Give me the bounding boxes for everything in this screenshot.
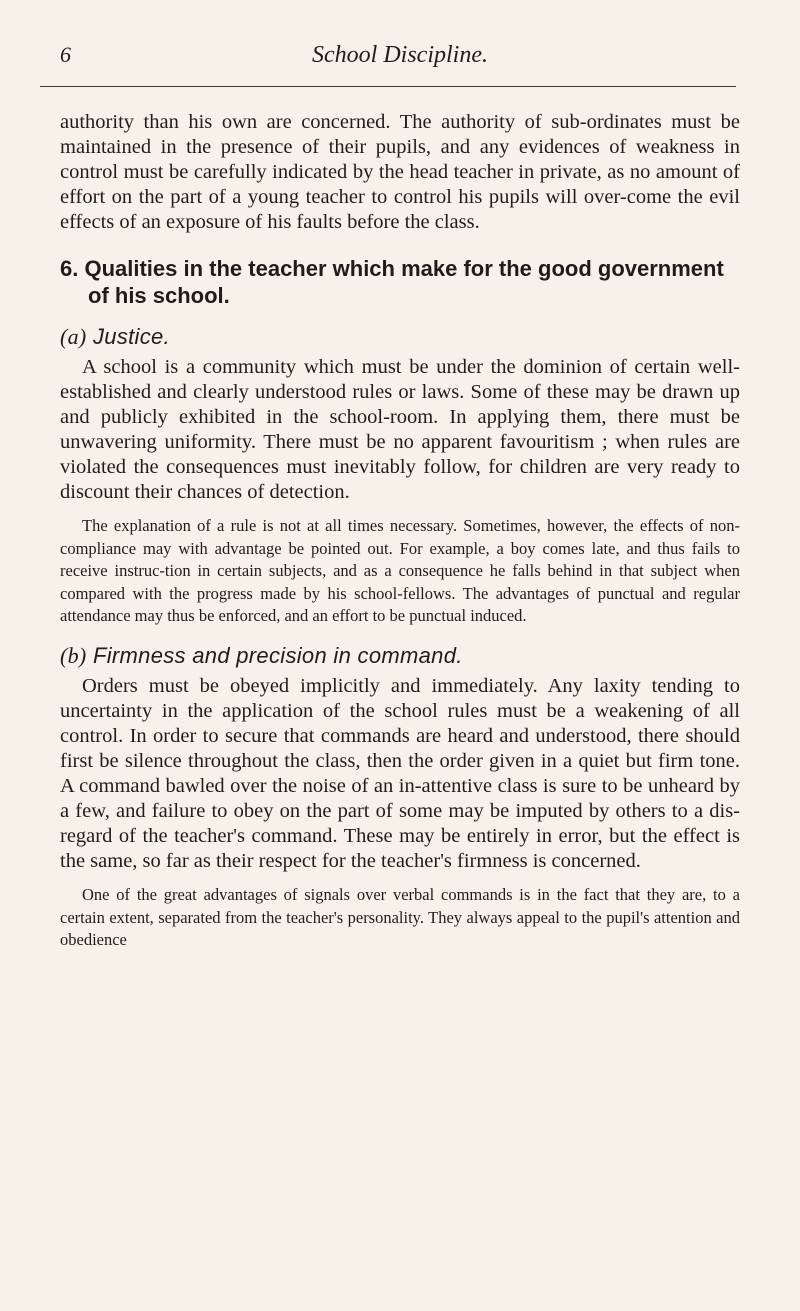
subheading-firmness <box>60 642 740 670</box>
note-signals: One of the great advantages of signals over verbal commands is in the fact that they are, to a certain extent, separated from the teacher's personality. They always appeal to the pupil's attention and obedience <box>60 884 740 950</box>
subheading-title-firmness: Firmness and precision in command. <box>92 642 463 668</box>
paragraph-firmness: Orders must be obeyed implicitly and immediately. Any laxity tending to uncertainty in the application of the school rules must be a weakening of all control. In order to secure that commands are heard and understood, there should first be silence throughout the class, then the order given in a quiet but firm tone. A command bawled over the noise of an in-attentive class is sure to be unheard by a few, and failure to obey on the part of some may be imputed by others to a dis-regard of the teacher's command. These may be entirely in error, but the effect is the same, so far as their respect for the teacher's firmness is concerned. <box>60 674 740 872</box>
note-explanation: The explanation of a rule is not at all times necessary. Sometimes, however, the effects of non-compliance may with advantage be pointed out. For example, a boy comes late, and thus fails to receive instruc-tion in certain subjects, and as a consequence he falls behind in that subject when compared with the progress made by his school-fellows. The advantages of punctual and regular attendance may thus be enforced, and an effort to be punctual induced. <box>60 516 740 626</box>
paragraph-continuation: authority than his own are concerned. The authority of sub-ordinates must be maintained in the presence of their pupils, and any evidences of weakness in control must be carefully indicated by the head teacher in private, as no amount of effort on the part of a young teacher to control his pupils will over-come the evil effects of an exposure of his faults before the class. <box>60 111 740 233</box>
page-header <box>60 42 740 82</box>
subheading-letter-b: (b) <box>60 642 87 668</box>
page-number: 6 <box>60 42 71 67</box>
subheading-justice <box>60 323 740 351</box>
page-body <box>60 110 740 952</box>
subheading-letter-a: (a) <box>60 324 87 349</box>
subheading-title-justice: Justice. <box>92 324 170 349</box>
section-heading-6: 6. Qualities in the teacher which make for the good government of his school. <box>60 256 724 308</box>
running-title: School Discipline. <box>312 42 488 68</box>
paragraph-justice: A school is a community which must be under the dominion of certain well-established and clearly understood rules or laws. Some of these may be drawn up and publicly exhibited in the school-room. In applying them, there must be unwavering uniformity. There must be no apparent favouritism ; when rules are violated the consequences must inevitably follow, for children are very ready to discount their chances of detection. <box>60 356 740 503</box>
header-rule <box>40 86 736 87</box>
